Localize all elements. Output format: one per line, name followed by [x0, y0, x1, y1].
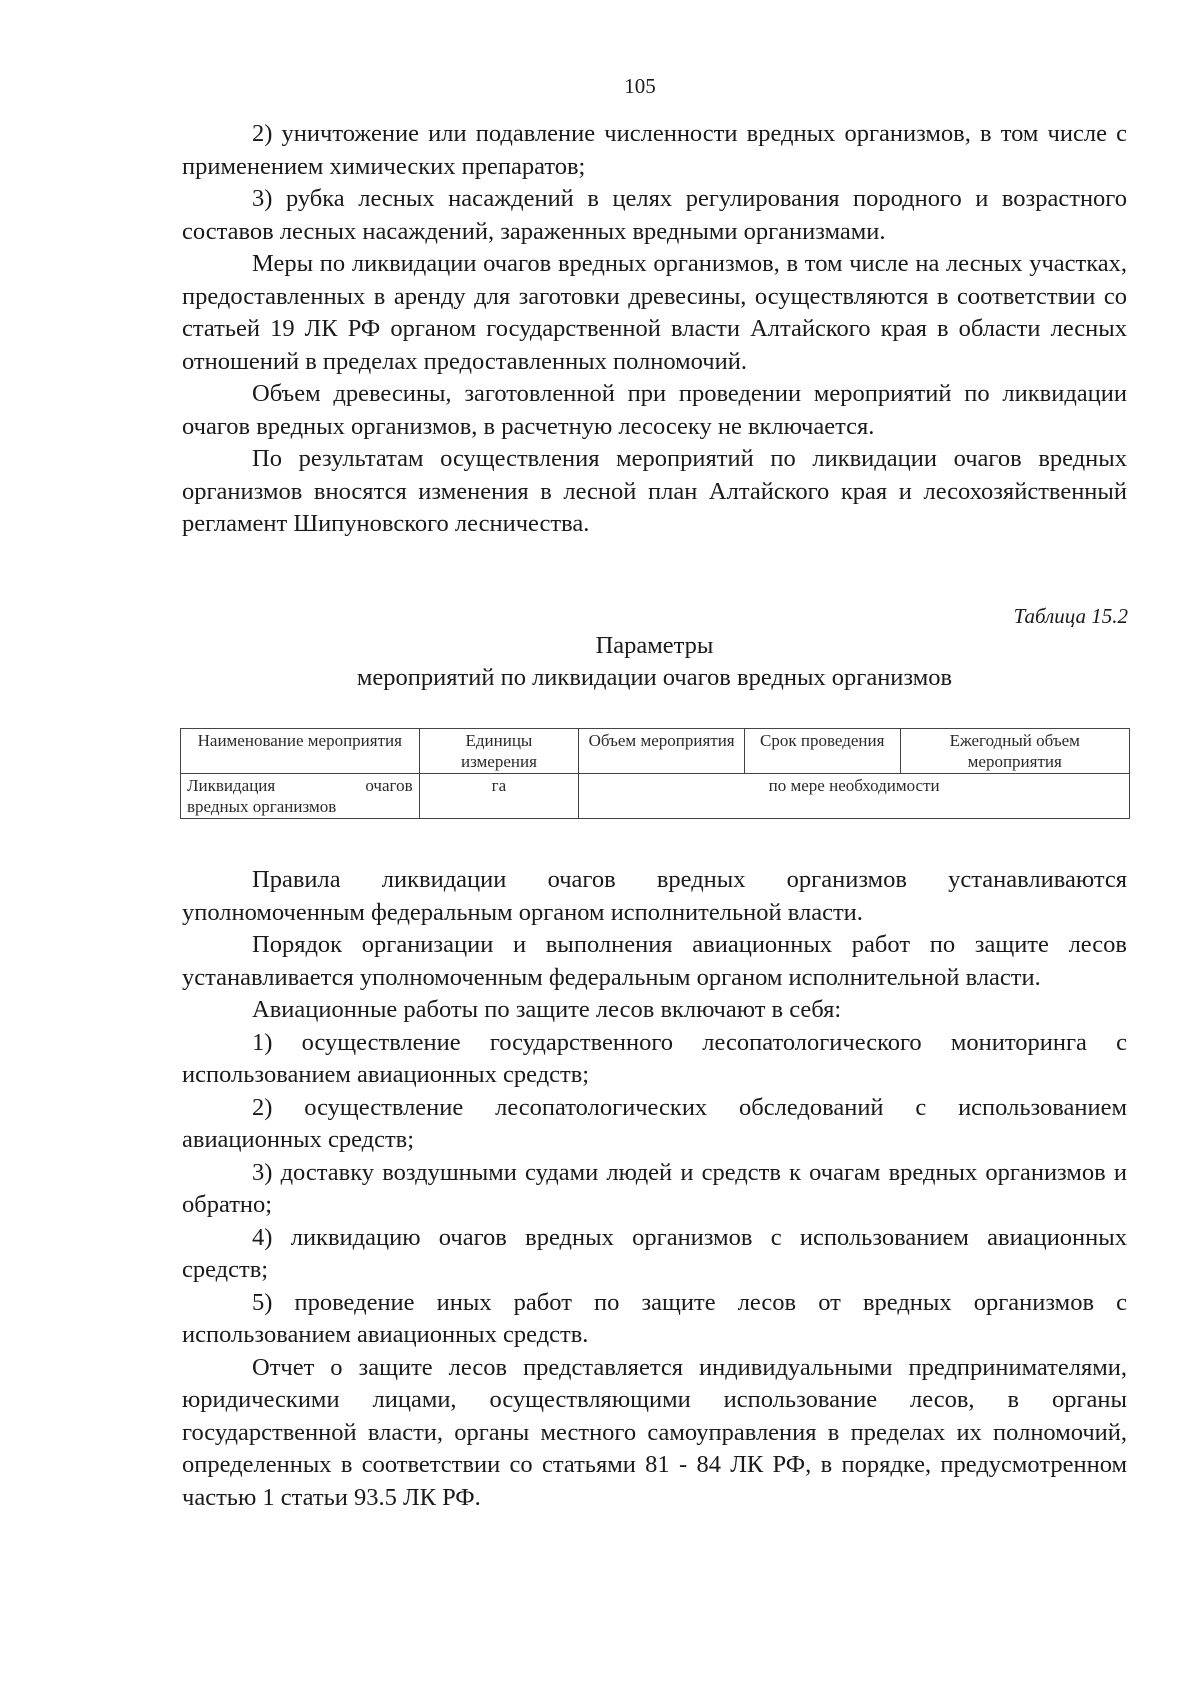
activity-name-line1 — [187, 775, 413, 796]
paragraph: По результатам осуществления мероприятий по ликвидации очагов вредных организмов вносятся изменения в лесной план Алтайского края и лесохозяйственный регламент Шипуновского лесничества. — [182, 445, 1127, 537]
header-cell: Наименование мероприятия — [181, 729, 420, 774]
header-cell: Срок проведения — [744, 729, 900, 774]
page-number: 105 — [624, 74, 656, 98]
paragraph: Порядок организации и выполнения авиационных работ по защите лесов устанавливается уполномоченным федеральным органом исполнительной власти. — [182, 931, 1127, 991]
cell-merged-value: по мере необходимости — [579, 774, 1130, 819]
paragraph: 2) уничтожение или подавление численности вредных организмов, в том числе с применением химических препаратов; — [182, 120, 1127, 180]
paragraph: Отчет о защите лесов представляется индивидуальными предпринимателями, юридическими лицами, осуществляющими использование лесов, в органы государственной власти, органы местного самоуправления в пределах их полномочий, определенных в соответствии со статьями 81 - 84 ЛК РФ, в порядке, предусмотренном частью 1 статьи 93.5 ЛК РФ. — [182, 1353, 1127, 1511]
cell-activity-name — [181, 774, 420, 819]
activity-name-word: очагов — [365, 776, 413, 795]
header-cell: Объем мероприятия — [579, 729, 745, 774]
paragraph: Правила ликвидации очагов вредных организмов устанавливаются уполномоченным федеральным органом исполнительной власти. — [182, 866, 1127, 926]
activity-name-line2: вредных организмов — [187, 797, 337, 816]
header-cell: Ежегодный объем мероприятия — [900, 729, 1130, 774]
paragraph: 3) доставку воздушными судами людей и средств к очагам вредных организмов и обратно; — [182, 1158, 1127, 1218]
paragraph: 1) осуществление государственного лесопатологического мониторинга с использованием авиационных средств; — [182, 1028, 1127, 1088]
table-title-line2: мероприятий по ликвидации очагов вредных организмов — [356, 664, 953, 691]
paragraph: Авиационные работы по защите лесов включают в себя: — [252, 996, 842, 1023]
text-block-bottom — [182, 864, 1127, 1514]
text-block-top — [182, 118, 1127, 541]
paragraph: 5) проведение иных работ по защите лесов от вредных организмов с использованием авиационных средств. — [182, 1288, 1127, 1348]
paragraph: Меры по ликвидации очагов вредных организмов, в том числе на лесных участках, предоставленных в аренду для заготовки древесины, осуществляются в соответствии со статьей 19 ЛК РФ органом государственной власти Алтайского края в области лесных отношений в пределах предоставленных полномочий. — [182, 250, 1127, 375]
parameters-table — [180, 728, 1130, 819]
table-label: Таблица 15.2 — [1013, 604, 1128, 628]
paragraph: Объем древесины, заготовленной при проведении мероприятий по ликвидации очагов вредных организмов, в расчетную лесосеку не включается. — [182, 380, 1127, 440]
header-cell: Единицы измерения — [419, 729, 579, 774]
table-title — [182, 630, 1127, 694]
paragraph: 4) ликвидацию очагов вредных организмов с использованием авиационных средств; — [182, 1223, 1127, 1283]
table-header-row — [181, 729, 1130, 774]
paragraph: 2) осуществление лесопатологических обследований с использованием авиационных средств; — [182, 1093, 1127, 1153]
paragraph: 3) рубка лесных насаждений в целях регулирования породного и возрастного составов лесных насаждений, зараженных вредными организмами. — [182, 185, 1127, 245]
table-title-line1: Параметры — [595, 632, 714, 659]
table-row — [181, 774, 1130, 819]
cell-unit: га — [419, 774, 579, 819]
activity-name-word: Ликвидация — [187, 776, 276, 795]
